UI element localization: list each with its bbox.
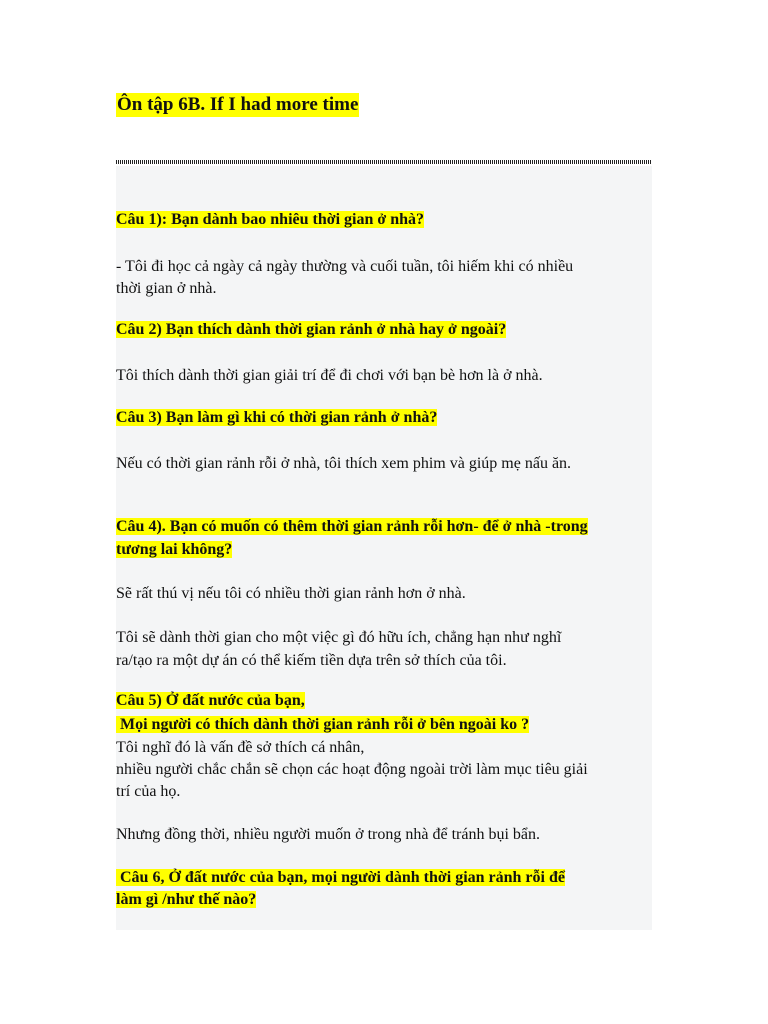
question-3 — [116, 407, 437, 429]
question-4-text-2: tương lai không? — [116, 541, 233, 558]
question-4-line-2 — [116, 539, 232, 561]
answer-1-line-1: - Tôi đi học cả ngày cả ngày thường và cuối tuần, tôi hiếm khi có nhiều — [116, 258, 574, 275]
question-5-line-2 — [116, 714, 529, 736]
answer-2: Tôi thích dành thời gian giải trí để đi chơi với bạn bè hơn là ở nhà. — [116, 367, 543, 384]
question-6-line-2 — [116, 889, 256, 911]
answer-4-paragraph-2-line-2: ra/tạo ra một dự án có thể kiếm tiền dựa trên sở thích của tôi. — [116, 652, 507, 669]
question-2 — [116, 319, 506, 341]
question-1 — [116, 209, 424, 231]
question-5-text-1: Câu 5) Ở đất nước của bạn, — [116, 692, 305, 709]
answer-5-line-1: Tôi nghĩ đó là vấn đề sở thích cá nhân, — [116, 739, 365, 756]
question-3-text: Câu 3) Bạn làm gì khi có thời gian rảnh ở nhà? — [116, 409, 438, 426]
page-title: Ôn tập 6B. If I had more time — [117, 94, 359, 115]
question-4-text-1: Câu 4). Bạn có muốn có thêm thời gian rảnh rỗi hơn- để ở nhà -trong — [116, 518, 588, 535]
answer-5-line-2: nhiều người chắc chắn sẽ chọn các hoạt động ngoài trời làm mục tiêu giải — [116, 761, 588, 778]
question-1-text: Câu 1): Bạn dành bao nhiêu thời gian ở nhà? — [116, 211, 425, 228]
dotted-divider — [116, 160, 652, 164]
answer-4-paragraph-2-line-1: Tôi sẽ dành thời gian cho một việc gì đó hữu ích, chẳng hạn như nghĩ — [116, 629, 562, 646]
answer-3: Nếu có thời gian rảnh rỗi ở nhà, tôi thích xem phim và giúp mẹ nấu ăn. — [116, 455, 572, 472]
question-2-text: Câu 2) Bạn thích dành thời gian rảnh ở nhà hay ở ngoài? — [116, 321, 507, 338]
answer-1-line-2: thời gian ở nhà. — [116, 280, 217, 297]
answer-4-paragraph-1: Sẽ rất thú vị nếu tôi có nhiều thời gian rảnh hơn ở nhà. — [116, 585, 466, 602]
question-6-text-1: Câu 6, Ở đất nước của bạn, mọi người dành thời gian rảnh rỗi để — [116, 869, 565, 886]
question-5-line-1 — [116, 690, 305, 712]
answer-5-paragraph-2: Nhưng đồng thời, nhiều người muốn ở trong nhà để tránh bụi bẩn. — [116, 826, 541, 843]
question-4-line-1 — [116, 516, 656, 538]
question-5-text-2: Mọi người có thích dành thời gian rảnh rỗi ở bên ngoài ko ? — [116, 716, 530, 733]
question-6-line-1 — [116, 867, 656, 889]
answer-5-line-3: trí của họ. — [116, 783, 181, 800]
question-6-text-2: làm gì /như thế nào? — [116, 891, 257, 908]
